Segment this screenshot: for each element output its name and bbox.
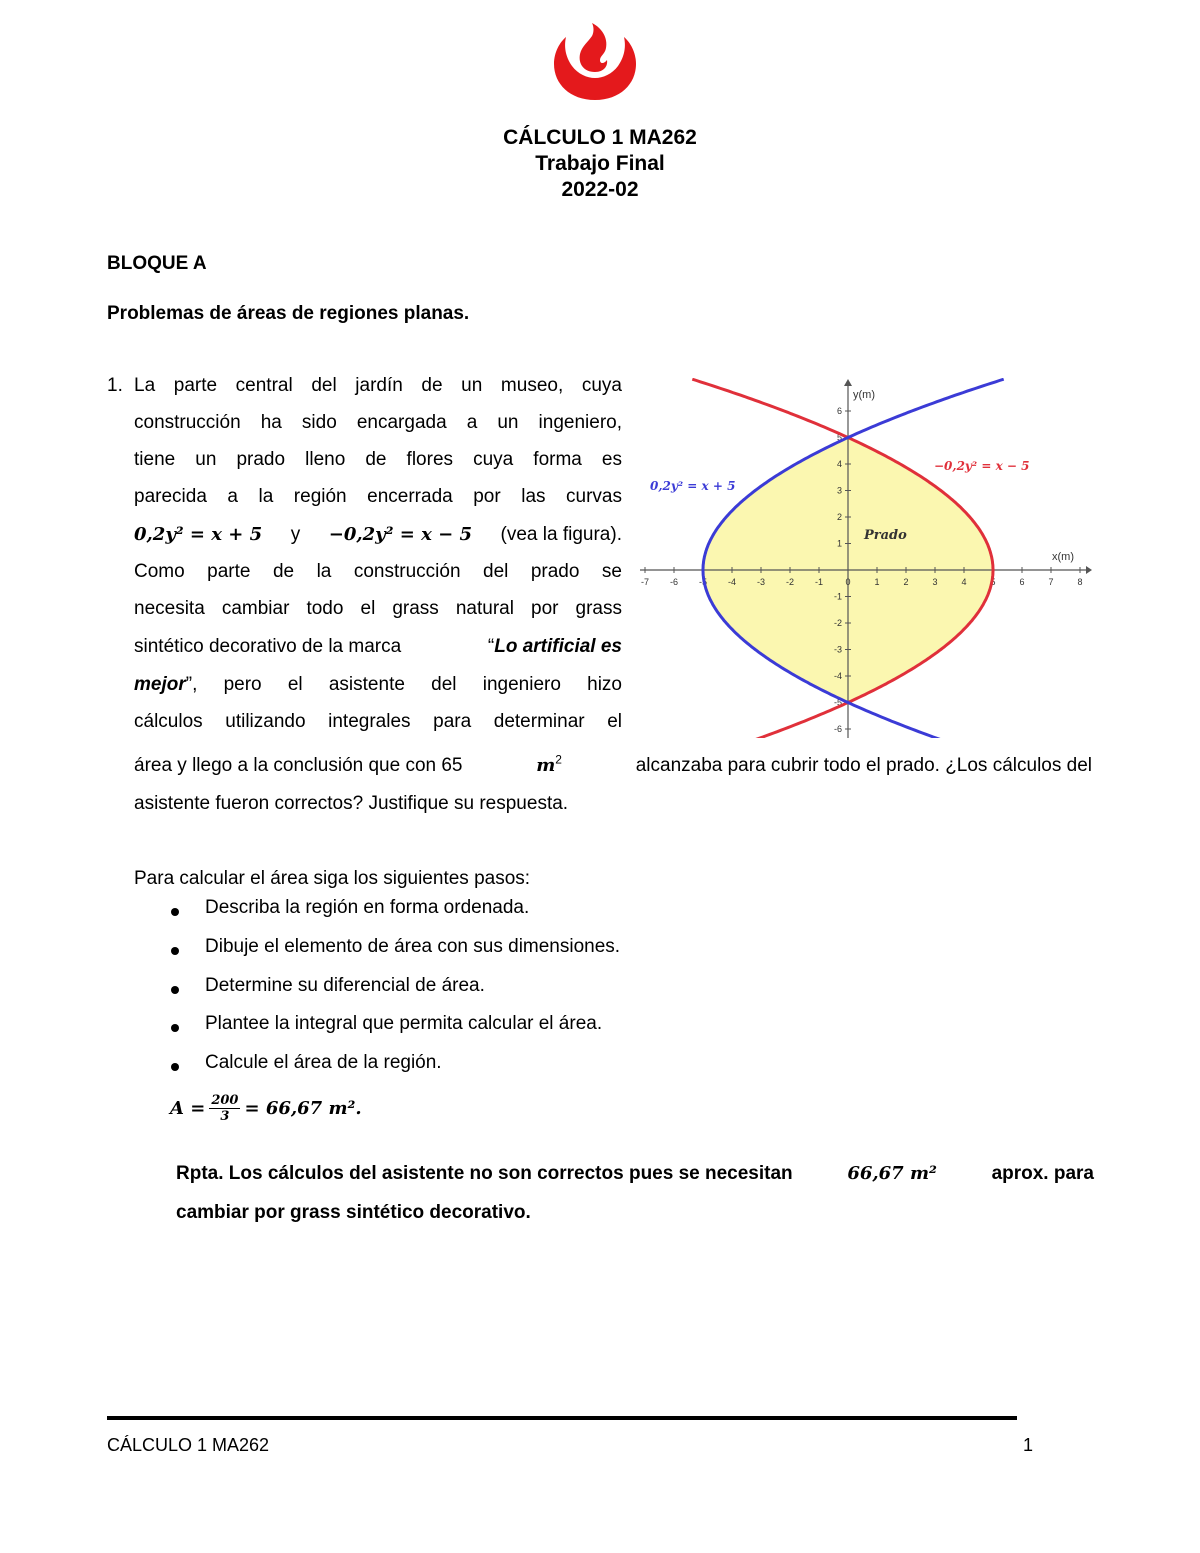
x-tick-label: 7 [1048,577,1054,587]
answer-line-1 [176,1163,1094,1185]
x-tick-label: -6 [669,577,679,587]
answer-value: 66,67 m² [847,1163,937,1184]
section-title: Problemas de áreas de regiones planas. [107,303,470,324]
y-tick-label: -5 [833,697,842,708]
fraction-numerator: 200 [211,1093,239,1108]
x-tick-label: 0 [845,577,851,587]
line-text: área y llego a la conclusión que con 65 [134,755,463,776]
problem-line: La parte central del jardín de un museo, cuya [134,375,622,396]
region-label: Prado [864,528,907,543]
problem-line: tiene un prado lleno de flores cuya forma es [134,449,622,470]
conjunction: y [290,524,301,545]
problem-number: 1. [107,375,123,396]
problem-line-wide [134,747,1092,785]
block-title: BLOQUE A [107,253,207,274]
answer-text: Rpta. Los cálculos del asistente no son correctos pues se necesitan [176,1163,793,1184]
equations-line [134,516,622,554]
problem-line-brand [134,628,622,666]
curves-figure [636,378,1092,738]
brand-name-part1: “Lo artificial es [487,636,622,657]
y-tick-label: -1 [833,591,842,602]
x-tick-label: 4 [961,577,967,587]
region-plot [636,378,1092,738]
red-curve-label: −0,2y² = x − 5 [934,459,1030,473]
footer-divider [107,1416,1017,1420]
formula-rhs: = 66,67 m². [244,1098,362,1119]
answer-text: aprox. para [991,1163,1094,1184]
problem-line: cálculos utilizando integrales para determinar el [134,711,622,732]
course-title: CÁLCULO 1 MA262 [503,126,697,149]
y-tick-label: -6 [833,724,842,734]
line-text: , pero el asistente del ingeniero hizo [192,674,622,695]
x-tick-label: -2 [785,577,795,587]
y-axis-arrow [844,379,852,386]
y-tick-label: -2 [833,618,842,628]
brand-name-part2: mejor” [134,674,193,695]
y-tick-label: 2 [836,512,842,522]
problem-line: asistente fueron correctos? Justifique su respuesta. [134,793,569,814]
y-tick-label: 1 [836,538,842,549]
x-tick-label: 6 [1019,577,1025,587]
x-tick-label: -7 [640,577,650,587]
x-tick-label: -1 [814,577,824,587]
y-tick-label: 5 [836,432,842,443]
x-tick-label: 2 [903,577,909,587]
formula-lhs: A = [170,1098,206,1119]
line-text: alcanzaba para cubrir todo el prado. ¿Los cálculos del [635,755,1092,776]
fraction [209,1093,240,1124]
x-tick-label: -3 [756,577,766,587]
y-tick-label: 3 [836,485,842,496]
area-formula [170,1093,362,1124]
x-tick-label: 1 [874,577,880,587]
y-tick-label: 6 [836,406,842,416]
document-period: 2022-02 [561,178,639,201]
blue-curve-label: 0,2y² = x + 5 [650,479,736,493]
y-tick-label: -3 [833,644,842,655]
answer-line-2: cambiar por grass sintético decorativo. [176,1202,531,1223]
see-figure: (vea la figura). [500,524,622,545]
page-number: 1 [1023,1435,1034,1455]
fraction-denominator: 3 [220,1109,230,1124]
x-tick-label: 3 [932,577,938,587]
problem-line-brand-2 [134,666,622,704]
line-text: sintético decorativo de la marca [134,636,402,657]
flame-logo-icon [552,22,638,102]
unit-m2: $m^2$ [536,752,562,776]
problem-line: parecida a la región encerrada por las curvas [134,486,622,507]
x-tick-label: -4 [727,577,737,587]
university-logo [552,22,638,102]
x-axis-arrow [1086,566,1092,574]
document-subtitle: Trabajo Final [535,152,665,175]
x-tick-label: 8 [1077,577,1083,587]
y-axis-label: y(m) [853,389,875,401]
y-tick-label: -4 [833,671,842,681]
equation-2: −0,2y² = x − 5 [328,524,472,545]
x-tick-label: -5 [698,577,708,587]
footer-course: CÁLCULO 1 MA262 [107,1435,270,1455]
steps-intro: Para calcular el área siga los siguientes pasos: [134,868,531,889]
y-tick-label: 4 [836,459,842,469]
problem-line: necesita cambiar todo el grass natural por grass [134,598,622,619]
problem-line: Como parte de la construcción del prado se [134,561,622,582]
problem-line: construcción ha sido encargada a un ingeniero, [134,412,622,433]
equation-1: 0,2y² = x + 5 [134,524,263,545]
x-axis-label: x(m) [1052,551,1074,563]
x-tick-label: 5 [990,577,996,587]
